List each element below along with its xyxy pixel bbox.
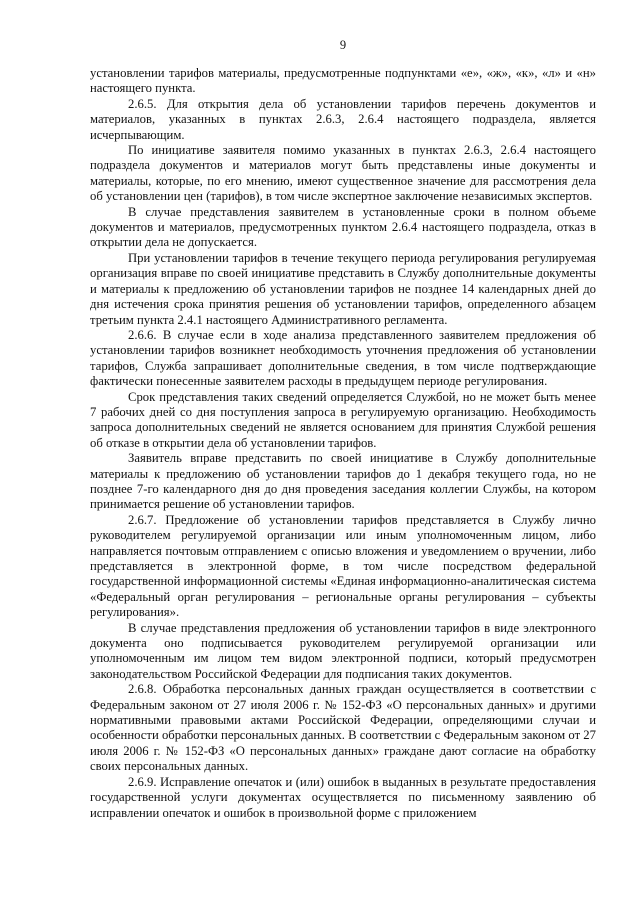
paragraph: 2.6.5. Для открытия дела об установлении тарифов перечень документов и материалов, указанных в пунктах 2.6.3, 2.6.4 настоящего подраздела, является исчерпывающим.	[90, 96, 596, 142]
paragraph: В случае представления предложения об установлении тарифов в виде электронного документа оно подписывается руководителем регулируемой организации или уполномоченным им лицом тем видом электронной подписи, который предусмотрен законодательством Российской Федерации для подписания таких документов.	[90, 620, 596, 681]
paragraph: 2.6.8. Обработка персональных данных граждан осуществляется в соответствии с Федеральным законом от 27 июля 2006 г. № 152-ФЗ «О персональных данных» и другими нормативными правовыми актами Российской Федерации, определяющими случаи и особенности обработки персональных данных. В соответствии с Федеральным законом от 27 июля 2006 г. № 152-ФЗ «О персональных данных» граждане дают согласие на обработку своих персональных данных.	[90, 682, 596, 774]
paragraph: 2.6.6. В случае если в ходе анализа представленного заявителем предложения об установлении тарифов возникнет необходимость уточнения предложения об установлении тарифов, Служба запрашивает дополнительные сведения, в том числе подтверждающие фактически понесенные заявителем расходы в предыдущем периоде регулирования.	[90, 327, 596, 389]
paragraph: По инициативе заявителя помимо указанных в пунктах 2.6.3, 2.6.4 настоящего подраздела документов и материалов могут быть представлены иные документы и материалы, которые, по его мнению, имеют существенное значение для рассмотрения дела об установлении цен (тарифов), в том числе экспертное заключение независимых экспертов.	[90, 143, 596, 204]
paragraph: 2.6.7. Предложение об установлении тарифов представляется в Службу лично руководителем регулируемой организации или иным уполномоченным лицом, либо направляется почтовым отправлением с описью вложения и уведомлением о вручении, либо представляется в электронной форме, в том числе посредством федеральной государственной информационной системы «Единая информационно-аналитическая система «Федеральный орган регулирования – региональные органы регулирования – субъекты регулирования».	[90, 512, 596, 620]
paragraph: 2.6.9. Исправление опечаток и (или) ошибок в выданных в результате предоставления государственной услуги документах осуществляется по письменному заявлению об исправлении опечаток и ошибок в произвольной форме с приложением	[90, 774, 596, 820]
document-body	[90, 66, 596, 821]
paragraph: В случае представления заявителем в установленные сроки в полном объеме документов и материалов, предусмотренных пунктом 2.6.4 настоящего подраздела, отказ в открытии дела не допускается.	[90, 204, 596, 250]
page-number: 9	[339, 38, 347, 52]
paragraph: Срок представления таких сведений определяется Службой, но не может быть менее 7 рабочих дней со дня поступления запроса в регулируемую организацию. Необходимость запроса дополнительных сведений не является основанием для принятия Службой решения об отказе в открытии дела об установлении тарифов.	[90, 389, 596, 450]
paragraph: установлении тарифов материалы, предусмотренные подпунктами «е», «ж», «к», «л» и «н» настоящего пункта.	[90, 66, 596, 96]
paragraph: Заявитель вправе представить по своей инициативе в Службу дополнительные материалы к предложению об установлении тарифов до 1 декабря текущего года, но не позднее 7-го календарного дня до дня проведения заседания коллегии Службы, на котором принимается решение об установлении тарифов.	[90, 451, 596, 512]
paragraph: При установлении тарифов в течение текущего периода регулирования регулируемая организация вправе по своей инициативе представить в Службу дополнительные документы и материалы к предложению об установлении тарифов не позднее 14 календарных дней до дня истечения срока принятия решения об установлении тарифов, определенного абзацем третьим пункта 2.4.1 настоящего Административного регламента.	[90, 250, 596, 327]
